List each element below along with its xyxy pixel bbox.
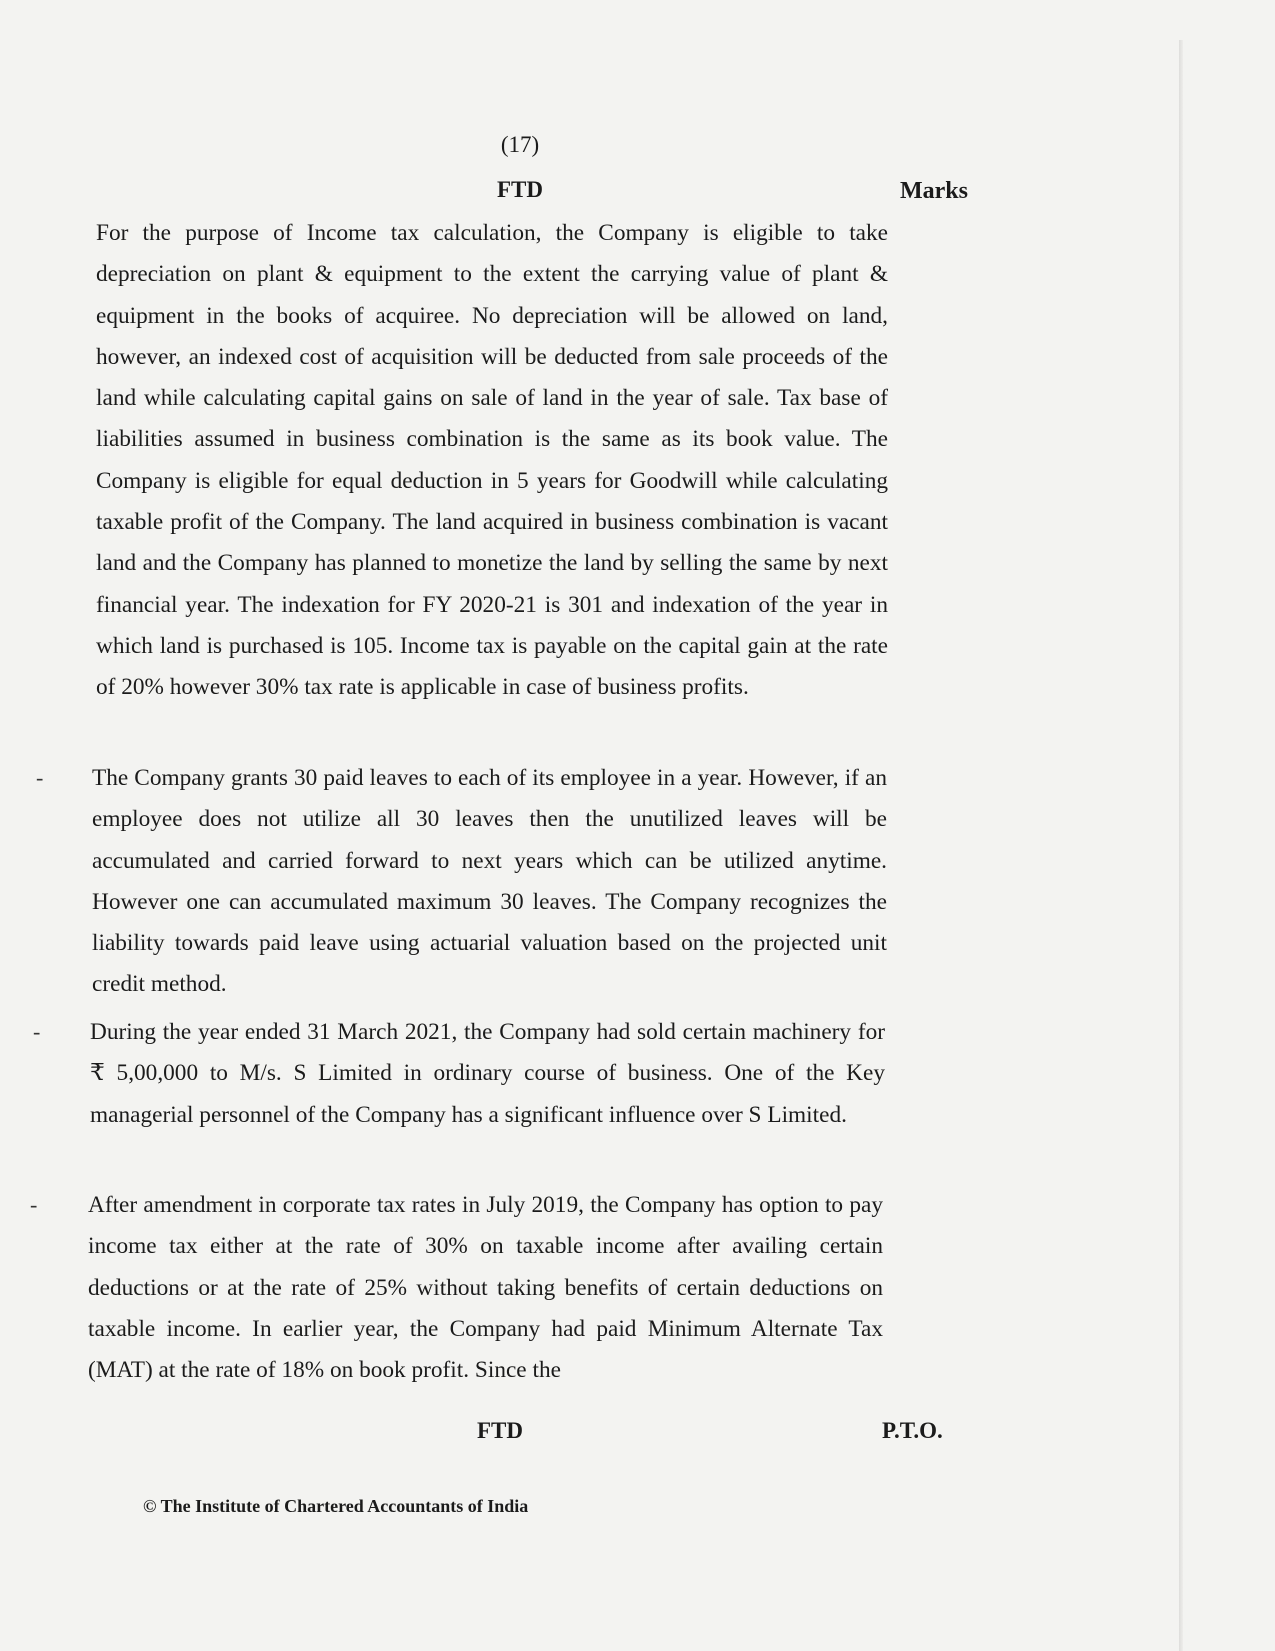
paragraph-machinery-sale: During the year ended 31 March 2021, the Company had sold certain machinery for ₹ 5,00,000 to M/s. S Limited in ordinary course of business. One of the Key managerial personnel of the Company has a significant influence over S Limited.: [90, 1019, 885, 1128]
paragraph-paid-leaves: The Company grants 30 paid leaves to each of its employee in a year. However, if an employee does not utilize all 30 leaves then the unutilized leaves will be accumulated and carried forward to next years which can be utilized anytime. However one can accumulated maximum 30 leaves. The Company recognizes the liability towards paid leave using actuarial valuation based on the projected unit credit method.: [92, 765, 887, 998]
bullet-dash: -: [30, 1192, 38, 1217]
bullet-dash: -: [36, 765, 44, 790]
paper-code-footer: FTD: [477, 1418, 523, 1443]
please-turn-over: P.T.O.: [882, 1418, 943, 1443]
paragraph-tax-depreciation: For the purpose of Income tax calculation, the Company is eligible to take depreciation on plant & equipment to the extent the carrying value of plant & equipment in the books of acquiree. No depreciation will be allowed on land, however, an indexed cost of acquisition will be deducted from sale proceeds of the land while calculating capital gains on sale of land in the year of sale. Tax base of liabilities assumed in business combination is the same as its book value. The Company is eligible for equal deduction in 5 years for Goodwill while calculating taxable profit of the Company. The land acquired in business combination is vacant land and the Company has planned to monetize the land by selling the same by next financial year. The indexation for FY 2020-21 is 301 and indexation of the year in which land is purchased is 105. Income tax is payable on the capital gain at the rate of 20% however 30% tax rate is applicable in case of business profits.: [96, 220, 888, 701]
bullet-dash: -: [33, 1019, 41, 1044]
paper-code-header: FTD: [497, 177, 543, 202]
copyright-notice: © The Institute of Chartered Accountants of India: [143, 1496, 529, 1516]
page-edge-shadow: [1179, 40, 1183, 1651]
page-number: (17): [500, 132, 540, 157]
marks-column-heading: Marks: [900, 178, 968, 204]
paragraph-corporate-tax-rates: After amendment in corporate tax rates in July 2019, the Company has option to pay income tax either at the rate of 30% on taxable income after availing certain deductions or at the rate of 25% without taking benefits of certain deductions on taxable income. In earlier year, the Company had paid Minimum Alternate Tax (MAT) at the rate of 18% on book profit. Since the: [88, 1192, 883, 1384]
